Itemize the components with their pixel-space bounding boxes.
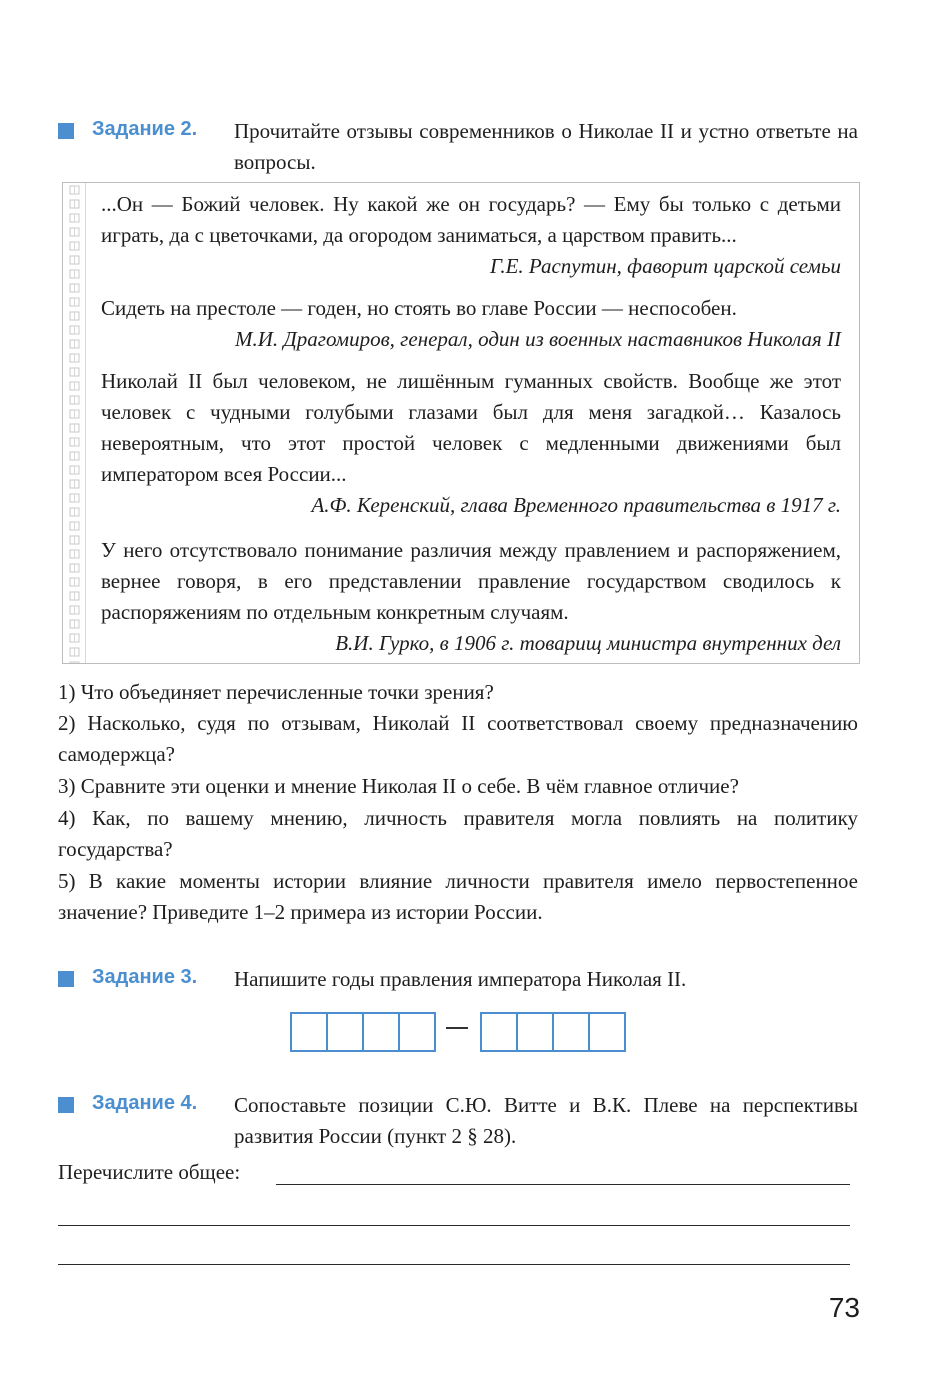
- task-marker-icon: [58, 971, 74, 987]
- question-2: 2) Насколько, судя по отзывам, Николай II соответствовал своему предназначению самодержца?: [58, 711, 858, 766]
- question-3: 3) Сравните эти оценки и мнение Николая II о себе. В чём главное отличие?: [58, 774, 739, 798]
- digit-box[interactable]: [328, 1014, 364, 1050]
- task-4-instruction: Сопоставьте позиции С.Ю. Витте и В.К. Плеве на перспективы развития России (пункт 2 § 28).: [234, 1093, 858, 1148]
- answer-line[interactable]: [58, 1225, 850, 1226]
- quote-1: [101, 189, 841, 282]
- quotes-box: [62, 182, 860, 664]
- answer-line[interactable]: [276, 1184, 850, 1185]
- task-marker-icon: [58, 123, 74, 139]
- task-4-label: Задание 4.: [92, 1092, 198, 1114]
- digit-box[interactable]: [518, 1014, 554, 1050]
- task-3-label: Задание 3.: [92, 966, 198, 988]
- quote-author: В.И. Гурко, в 1906 г. товарищ министра внутренних дел: [335, 631, 841, 655]
- quote-4: [101, 535, 841, 659]
- quote-text: Николай II был человеком, не лишённым гуманных свойств. Вообще же этот человек с чудными голубыми глазами был для меня загадкой… Казалось невероятным, что этот простой человек с медленными движениями был императором всея России...: [101, 369, 841, 486]
- quote-author: Г.Е. Распутин, фаворит царской семьи: [489, 254, 841, 278]
- end-year-boxes[interactable]: [480, 1012, 626, 1052]
- quote-author: А.Ф. Керенский, глава Временного правительства в 1917 г.: [311, 493, 841, 517]
- quote-3: [101, 366, 841, 521]
- digit-box[interactable]: [590, 1014, 624, 1050]
- task-3-instruction: Напишите годы правления императора Николая II.: [234, 967, 687, 991]
- task-marker-icon: [58, 1097, 74, 1113]
- quote-text: ...Он — Божий человек. Ну какой же он государь? — Ему бы только с детьми играть, да с цветочками, да огородом заниматься, а царством править...: [101, 192, 841, 247]
- page-number: 73: [828, 1292, 860, 1323]
- year-range-dash: [446, 1027, 468, 1029]
- enumerate-common-label: Перечислите общее:: [58, 1160, 241, 1184]
- task-2-instruction: Прочитайте отзывы современников о Николае II и устно ответьте на вопросы.: [234, 119, 858, 174]
- quote-2: [101, 293, 841, 355]
- task-2-label: Задание 2.: [92, 118, 198, 140]
- answer-line[interactable]: [58, 1264, 850, 1265]
- quote-text: У него отсутствовало понимание различия между правлением и распоряжением, вернее говоря, в его представлении правление государством сводилось к распоряжениям по отдельным конкретным случаям.: [101, 538, 841, 624]
- start-year-boxes[interactable]: [290, 1012, 436, 1052]
- decorative-strip-icon: [63, 183, 86, 663]
- question-4: 4) Как, по вашему мнению, личность правителя могла повлиять на политику государства?: [58, 806, 858, 861]
- quote-author: М.И. Драгомиров, генерал, один из военных наставников Николая II: [235, 327, 841, 351]
- digit-box[interactable]: [292, 1014, 328, 1050]
- digit-box[interactable]: [400, 1014, 434, 1050]
- question-5: 5) В какие моменты истории влияние личности правителя имело первостепенное значение? Приведите 1–2 примера из истории России.: [58, 869, 858, 924]
- question-1: 1) Что объединяет перечисленные точки зрения?: [58, 680, 494, 704]
- quote-text: Сидеть на престоле — годен, но стоять во главе России — неспособен.: [101, 296, 737, 320]
- digit-box[interactable]: [554, 1014, 590, 1050]
- digit-box[interactable]: [364, 1014, 400, 1050]
- digit-box[interactable]: [482, 1014, 518, 1050]
